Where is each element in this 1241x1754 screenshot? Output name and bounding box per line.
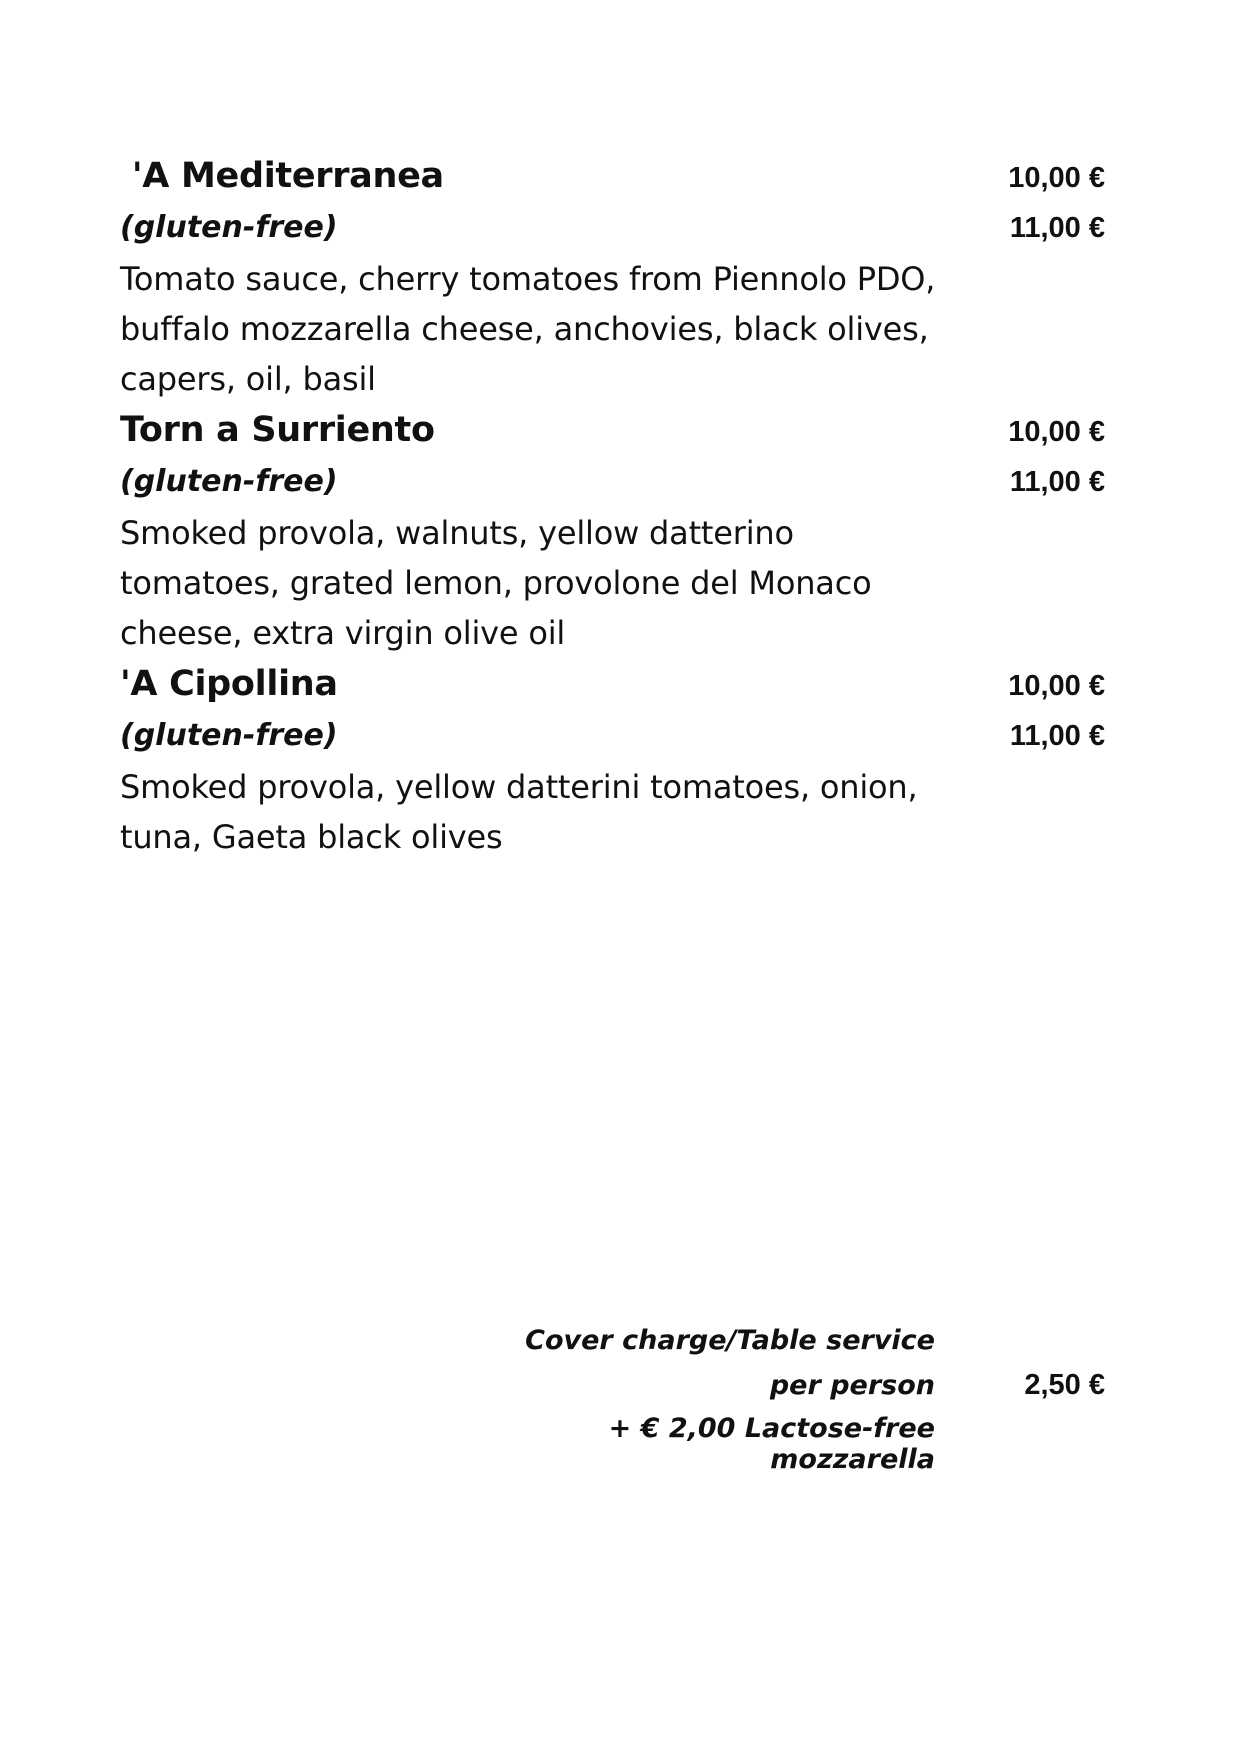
- menu-item-mediterranea: [120, 150, 1105, 404]
- item-variant: (gluten-free): [120, 210, 338, 245]
- item-name: 'A Cipollina: [120, 664, 338, 704]
- footer-line-2: [460, 1369, 1105, 1413]
- item-description: Smoked provola, yellow datterini tomatoes, onion, tuna, Gaeta black olives: [120, 768, 918, 856]
- cover-charge-note: [460, 1325, 1105, 1475]
- per-person-label: per person: [769, 1370, 935, 1401]
- item-name: Torn a Surriento: [120, 410, 435, 450]
- menu-item-torn-a-surriento: [120, 404, 1105, 658]
- item-variant-row: [120, 456, 1105, 508]
- footer-line-3: [460, 1413, 1105, 1475]
- menu-item-cipollina: [120, 658, 1105, 862]
- cover-charge-price: 2,50 €: [1024, 1369, 1105, 1401]
- item-price: 10,00 €: [1008, 162, 1105, 194]
- item-name: 'A Mediterranea: [120, 156, 444, 196]
- item-variant-price: 11,00 €: [1009, 466, 1105, 498]
- item-description: Smoked provola, walnuts, yellow datterino tomatoes, grated lemon, provolone del Monaco cheese, extra virgin olive oil: [120, 514, 872, 652]
- item-variant-price: 11,00 €: [1009, 212, 1105, 244]
- item-variant-price: 11,00 €: [1009, 720, 1105, 752]
- item-variant-row: [120, 202, 1105, 254]
- footer-line-1: [460, 1325, 1105, 1369]
- item-price: 10,00 €: [1008, 670, 1105, 702]
- lactose-free-surcharge: + € 2,00 Lactose-free mozzarella: [608, 1413, 935, 1475]
- item-price: 10,00 €: [1008, 416, 1105, 448]
- cover-charge-label: Cover charge/Table service: [525, 1325, 935, 1356]
- item-name-row: [120, 150, 1105, 202]
- item-variant: (gluten-free): [120, 464, 338, 499]
- item-name-row: [120, 404, 1105, 456]
- item-name-row: [120, 658, 1105, 710]
- menu-list: [120, 150, 1105, 862]
- item-variant: (gluten-free): [120, 718, 338, 753]
- item-description: Tomato sauce, cherry tomatoes from Piennolo PDO, buffalo mozzarella cheese, anchovies, black olives, capers, oil, basil: [120, 260, 936, 398]
- item-variant-row: [120, 710, 1105, 762]
